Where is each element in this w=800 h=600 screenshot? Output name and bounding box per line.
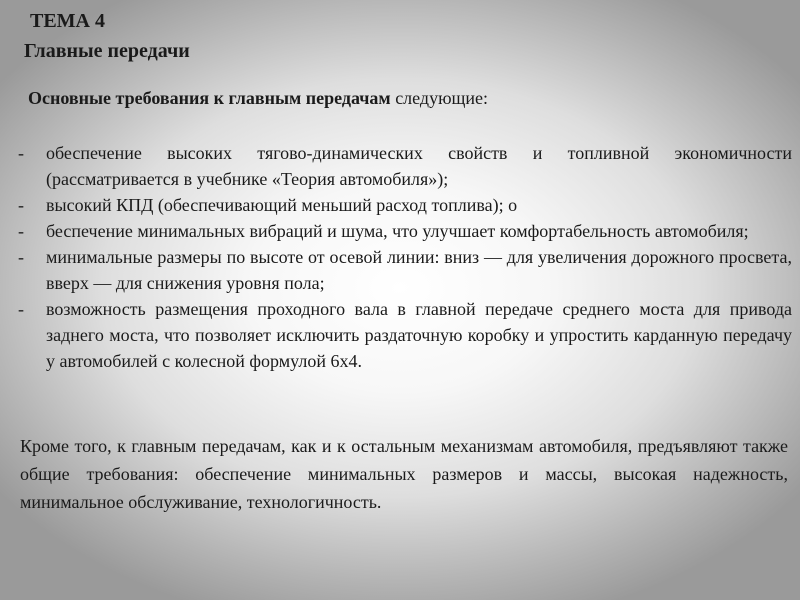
bullet-dash: - — [18, 195, 24, 215]
list-item — [18, 244, 792, 296]
topic-heading: ТЕМА 4 — [30, 10, 105, 32]
intro-rest: следующие: — [390, 88, 488, 108]
list-item-text: беспечение минимальных вибраций и шума, что улучшает комфортабельность автомобиля; — [46, 221, 749, 241]
bullet-dash: - — [18, 299, 24, 319]
list-item — [18, 192, 792, 218]
list-item — [18, 218, 792, 244]
list-item — [18, 296, 792, 374]
requirements-list — [18, 140, 792, 374]
slide-title: Главные передачи — [24, 40, 190, 62]
intro-bold: Основные требования к главным передачам — [28, 88, 391, 108]
list-item-text: минимальные размеры по высоте от осевой линии: вниз — для увеличения дорожного просвета, вверх — для снижения уровня пола; — [46, 247, 792, 293]
list-item-text: обеспечение высоких тягово-динамических свойств и топливной экономичности (рассматривается в учебнике «Теория автомобиля»); — [46, 143, 792, 189]
bullet-dash: - — [18, 221, 24, 241]
bullet-dash: - — [18, 143, 24, 163]
list-item-text: высокий КПД (обеспечивающий меньший расход топлива); о — [46, 195, 518, 215]
list-item — [18, 140, 792, 192]
outro-paragraph: Кроме того, к главным передачам, как и к остальным механизмам автомобиля, предъявляют также общие требования: обеспечение минимальных размеров и массы, высокая надежность, минимальное обслуживание, технологичность. — [20, 436, 788, 512]
intro-text — [28, 88, 488, 109]
list-item-text: возможность размещения проходного вала в главной передаче среднего моста для привода заднего моста, что позволяет исключить раздаточную коробку и упростить карданную передачу у автомобилей с колесной формулой 6х4. — [46, 299, 792, 371]
bullet-dash: - — [18, 247, 24, 267]
